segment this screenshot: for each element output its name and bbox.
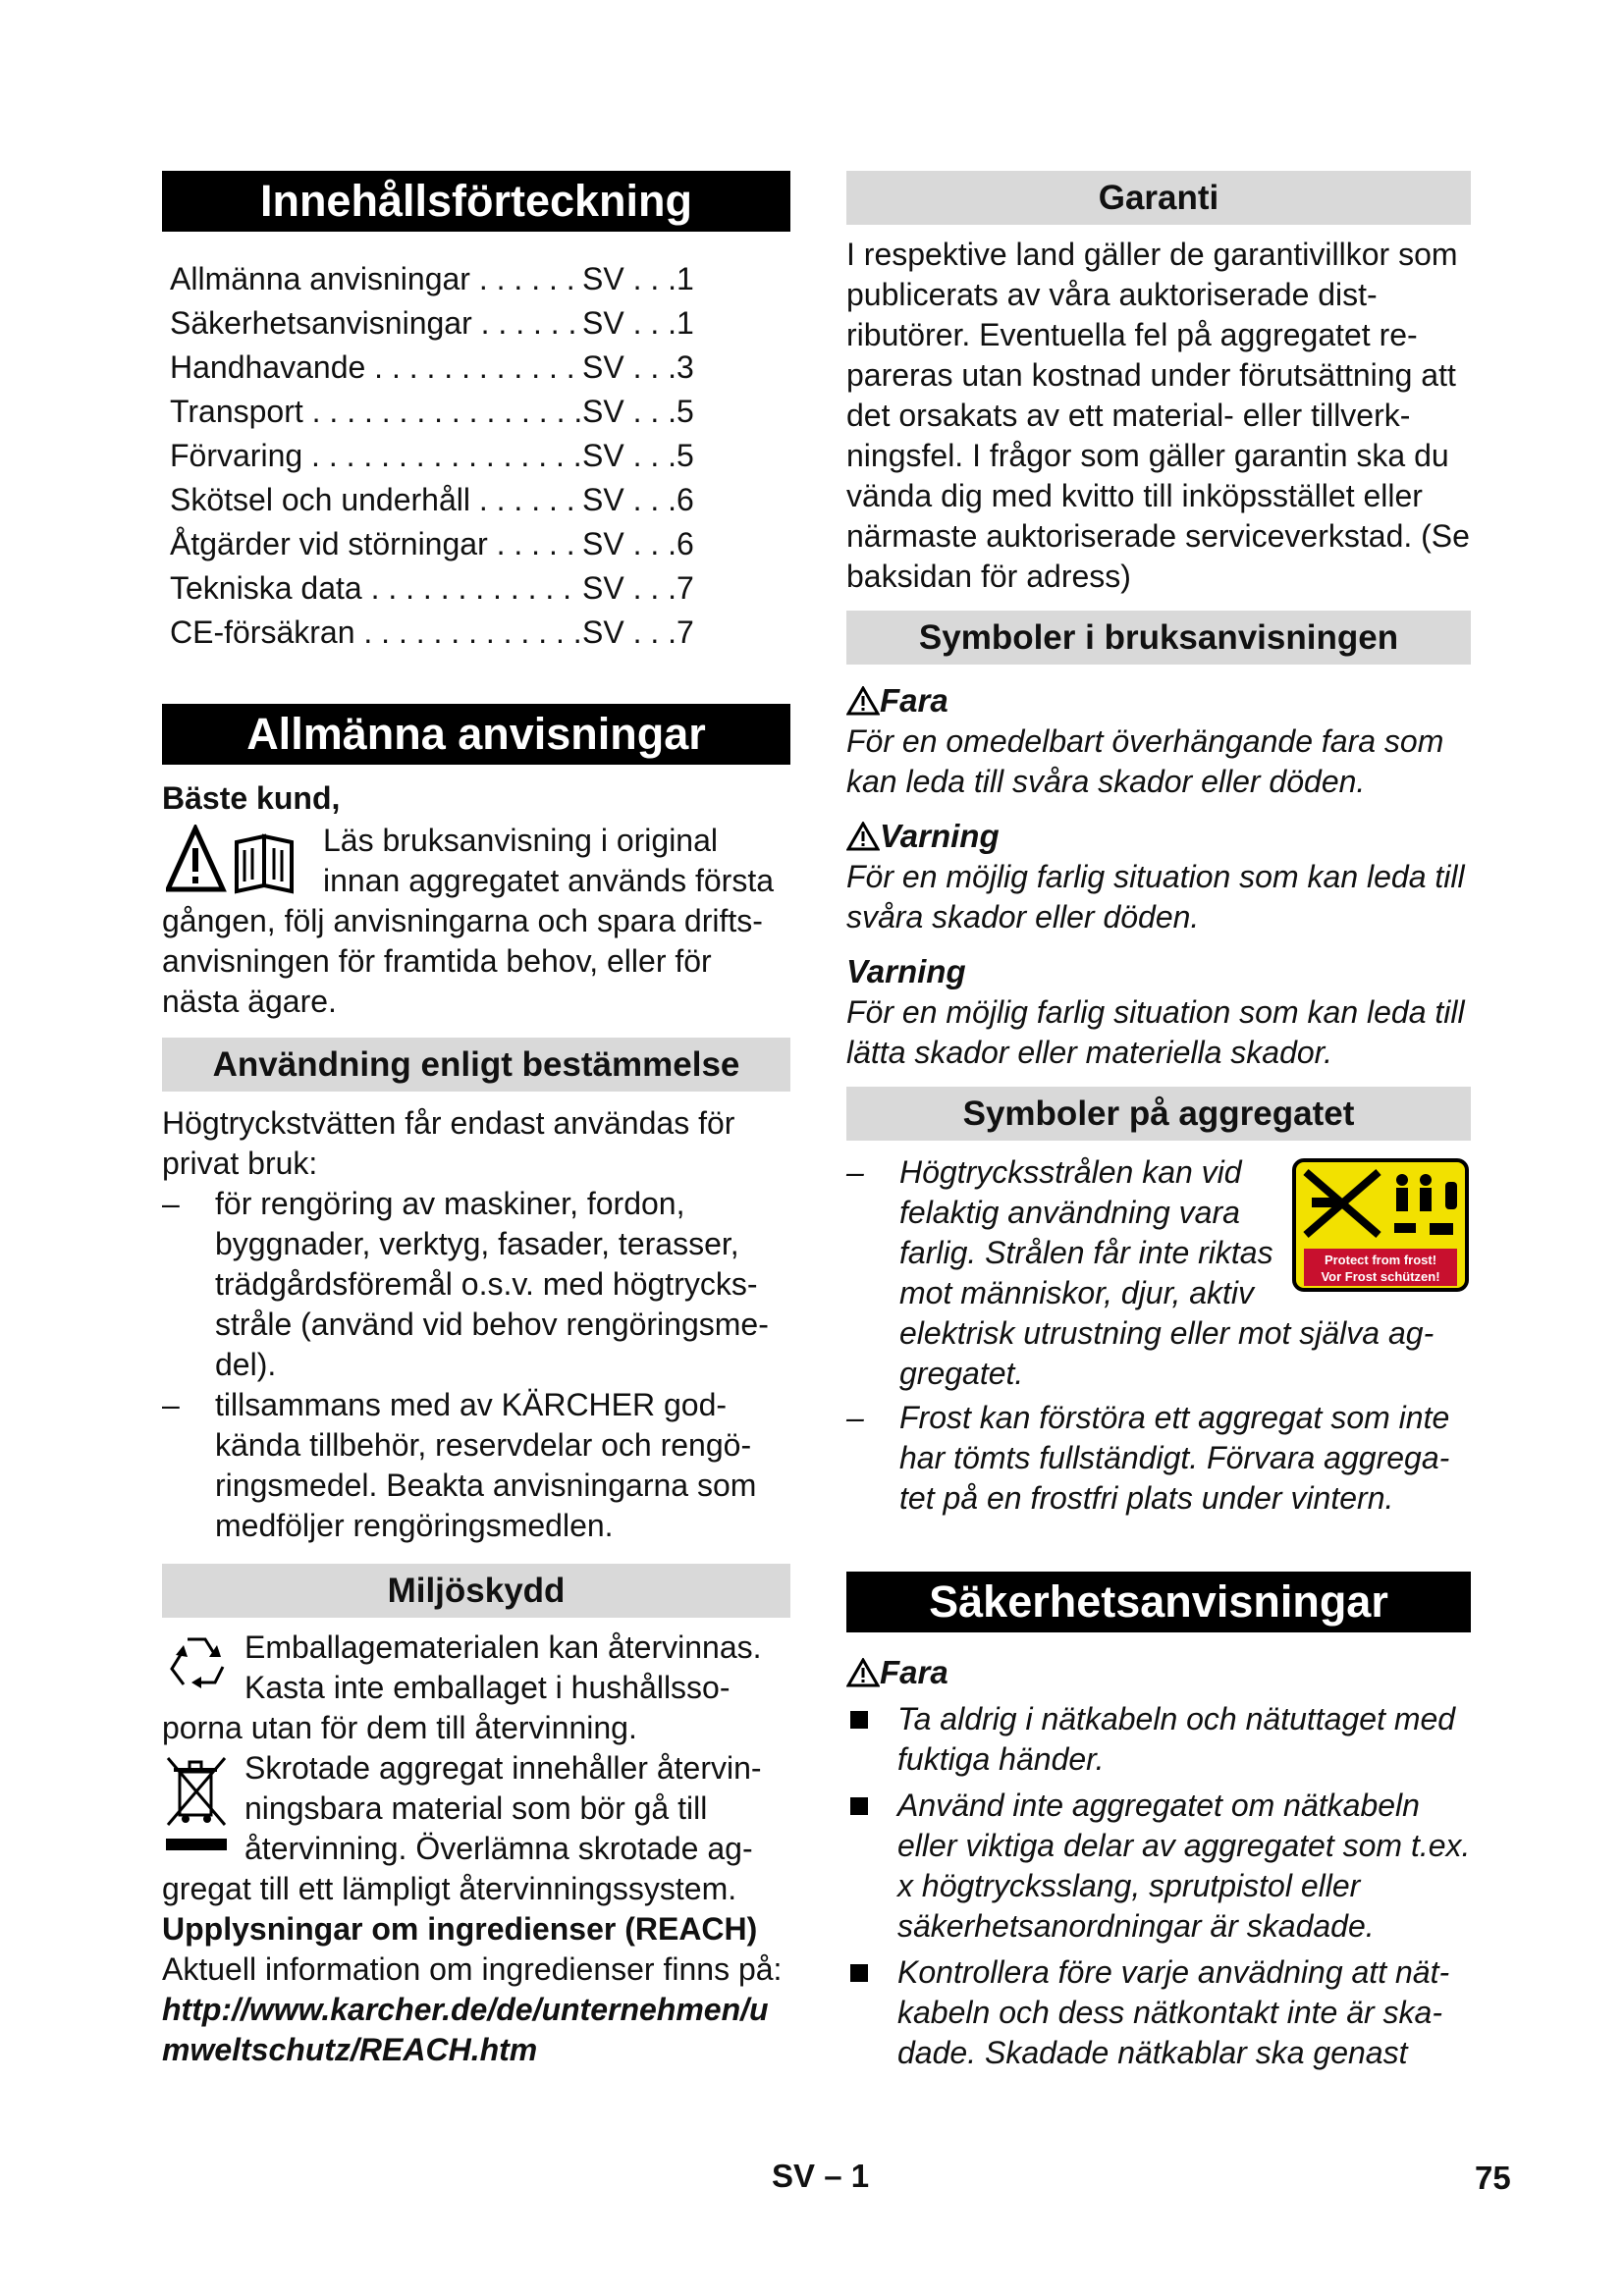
recycle-text: Emballagematerialen kan återvinnas. Kasta inte emballaget i hushållsso-porna utan för dem till återvinning. (162, 1629, 762, 1745)
read-first-text: Läs bruksanvisning i original innan aggregatet används första gången, följ anvisningarna och spara drifts-anvisningen för framtida behov, eller för nästa ägare. (162, 823, 774, 1019)
danger-label-text: Fara (880, 682, 948, 719)
toc-row[interactable] (170, 611, 790, 655)
dash-marker: – (162, 1387, 180, 1422)
jet-warning-text: Högtrycksstrålen kan vid felaktig användning vara farlig. Strålen får inte riktas mot människor, djur, aktiv elektrisk utrustning eller mot själva ag-gregatet. (899, 1154, 1435, 1391)
danger-text: För en omedelbart överhängande fara som kan leda till svåra skador eller döden. (846, 723, 1444, 799)
list-item (846, 1398, 1471, 1519)
label-line-2: Vor Frost schützen! (1321, 1269, 1440, 1284)
toc-heading: Innehållsförteckning (162, 171, 790, 232)
warranty-text: I respektive land gäller de garantivillkor som publicerats av våra auktoriserade dist-ributörer. Eventuella fel på aggregatet re-pareras utan kostnad under förutsättning att det orsakats av ett material- eller tillverk-ningsfel. I frågor som gäller garantin ska du vända dig med kvitto till inköpsstället eller närmaste auktoriserade serviceverkstad. (Se baksidan för adress) (846, 237, 1470, 594)
warning-triangle-icon (846, 1658, 880, 1687)
reach-link[interactable]: http://www.karcher.de/de/unternehmen/umweltschutz/REACH.htm (162, 1992, 769, 2067)
safety-heading: Säkerhetsanvisningar (846, 1572, 1471, 1632)
crossed-bin-icon (162, 1752, 231, 1854)
toc-title: Tekniska data . . . (170, 566, 582, 611)
usage-item-text: för rengöring av maskiner, fordon, byggnader, verktyg, fasader, terasser, trädgårdsföremål o.s.v. med högtrycks-stråle (använd vid behov rengöringsme-del). (215, 1186, 769, 1382)
device-symbols-heading: Symboler på aggregatet (846, 1087, 1471, 1141)
manual-symbols-heading: Symboler i bruksanvisningen (846, 611, 1471, 665)
list-item (846, 1699, 1471, 1780)
toc-title: CE-försäkran . . . (170, 611, 582, 655)
toc-title: Åtgärder vid störningar . . . (170, 522, 582, 566)
warning-triangle-icon (846, 822, 880, 851)
toc-page: SV . . .7 (582, 570, 694, 606)
page-number: 75 (1475, 2160, 1511, 2196)
label-line-1: Protect from frost! (1324, 1253, 1437, 1267)
toc-page: SV . . .6 (582, 526, 694, 561)
safety-danger-label (846, 1652, 1471, 1693)
list-item (162, 1184, 790, 1385)
safety-item-text: Ta aldrig i nätkabeln och nätuttaget med fuktiga händer. (897, 1701, 1456, 1777)
dash-marker: – (846, 1400, 864, 1435)
usage-item-text: tillsammans med av KÄRCHER god-kända tillbehör, reservdelar och rengö-ringsmedel. Beakta anvisningarna som medföljer rengöringsmedlen. (215, 1387, 757, 1543)
toc-title: Transport . . . (170, 390, 582, 434)
toc-page: SV . . .1 (582, 261, 694, 296)
warranty-heading: Garanti (846, 171, 1471, 225)
usage-intro: Högtryckstvätten får endast användas för privat bruk: (162, 1105, 735, 1181)
disposal-block (162, 1748, 790, 1909)
read-first-block (162, 821, 790, 1022)
list-item (846, 1152, 1471, 1394)
disposal-text: Skrotade aggregat innehåller återvin-ningsbara material som bör gå till återvinning. Överlämna skrotade ag-gregat till ett lämpligt återvinningssystem. (162, 1750, 762, 1906)
toc-title: Allmänna anvisningar . . . (170, 257, 582, 301)
caution-text: För en möjlig farlig situation som kan leda till lätta skador eller materiella skador. (846, 994, 1465, 1070)
toc-title: Skötsel och underhåll . . . (170, 478, 582, 522)
toc-title: Säkerhetsanvisningar . . . (170, 301, 582, 346)
danger-label (846, 680, 1471, 721)
dash-marker: – (162, 1186, 180, 1221)
toc-page: SV . . .5 (582, 394, 694, 429)
warning-read-manual-icon (166, 825, 309, 895)
toc-title: Handhavande . . . (170, 346, 582, 390)
toc-page: SV . . .1 (582, 305, 694, 341)
environment-heading: Miljöskydd (162, 1564, 790, 1618)
list-item (846, 1952, 1471, 2073)
toc-row[interactable] (170, 566, 790, 611)
general-heading: Allmänna anvisningar (162, 704, 790, 765)
toc-row[interactable] (170, 478, 790, 522)
toc-page: SV . . .5 (582, 438, 694, 473)
toc-row[interactable] (170, 434, 790, 478)
reach-heading: Upplysningar om ingredienser (REACH) (162, 1911, 758, 1947)
bullet-square-icon (850, 1711, 868, 1729)
recycle-block (162, 1628, 790, 1748)
toc-page: SV . . .6 (582, 482, 694, 517)
toc-page: SV . . .7 (582, 614, 694, 650)
usage-heading: Användning enligt bestämmelse (162, 1038, 790, 1092)
bullet-square-icon (850, 1797, 868, 1815)
safety-item-text: Använd inte aggregatet om nätkabeln eller viktiga delar av aggregatet som t.ex. x högtrycksslang, sprutpistol eller säkerhetsanordningar är skadade. (897, 1788, 1471, 1944)
toc-page: SV . . .3 (582, 349, 694, 385)
dash-marker: – (846, 1154, 864, 1190)
toc-row[interactable] (170, 257, 790, 301)
greeting: Bäste kund, (162, 780, 341, 816)
safety-item-text: Kontrollera före varje anvädning att nät-kabeln och dess nätkontakt inte är ska-dade. Skadade nätkablar ska genast (897, 1954, 1450, 2070)
right-column (846, 171, 1471, 2073)
caution-label-text: Varning (846, 953, 966, 989)
toc-row[interactable] (170, 346, 790, 390)
warning-label (846, 816, 1471, 857)
frost-warning-text: Frost kan förstöra ett aggregat som inte har tömts fullständigt. Förvara aggrega-tet på en frostfri plats under vintern. (899, 1400, 1450, 1516)
warning-label-text: Varning (880, 818, 1000, 854)
toc-row[interactable] (170, 301, 790, 346)
left-column (162, 171, 790, 2070)
jet-warning-block (846, 1152, 1471, 1394)
toc-row[interactable] (170, 522, 790, 566)
recycle-icon (162, 1633, 231, 1700)
warning-triangle-icon (846, 686, 880, 716)
toc-row[interactable] (170, 390, 790, 434)
warning-text: För en möjlig farlig situation som kan leda till svåra skador eller döden. (846, 859, 1465, 934)
table-of-contents (170, 257, 790, 655)
caution-label (846, 951, 1471, 992)
bullet-square-icon (850, 1964, 868, 1982)
section-code: SV – 1 (772, 2158, 870, 2194)
toc-title: Förvaring . . . (170, 434, 582, 478)
list-item (846, 1786, 1471, 1947)
safety-danger-text: Fara (880, 1654, 948, 1690)
list-item (162, 1385, 790, 1546)
reach-text: Aktuell information om ingredienser finns på: (162, 1951, 783, 1987)
